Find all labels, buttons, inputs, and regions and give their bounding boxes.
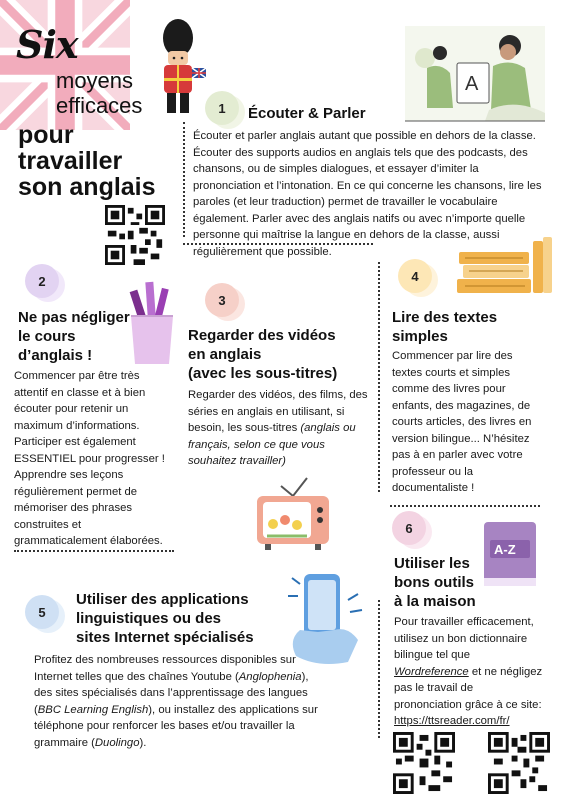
divider-horizontal-3 — [390, 505, 540, 507]
qr-code[interactable] — [105, 205, 165, 265]
conversation-illustration — [405, 18, 553, 128]
section-5-text: Profitez des nombreuses ressources disponibles sur Internet telles que des chaînes Youtube (Anglophenia), des sites spécialisés dans l’apprentissage des langues (BBC Learning English), ou installez des applications sur téléphone pour renforcer les bases et/ou travailler la grammaire (Duolingo). — [34, 654, 318, 749]
section-2-text: Commencer par être très attentif en classe et à bien écouter pour retenir un maximum d’informations. Participer est également ESSENTIEL pour progresser ! Apprendre ses leçons régulièrement permet de mémoriser des phrases construites et grammaticalement élaborées. — [14, 370, 165, 547]
divider-vertical-2 — [378, 262, 380, 492]
tv-illustration — [253, 472, 333, 552]
section-3-heading: Regarder des vidéos en anglais (avec les sous-titres) — [188, 327, 338, 382]
title-line-pour: pour — [18, 121, 74, 149]
card-letter: A — [465, 73, 479, 95]
title-line-son-anglais: son anglais — [18, 173, 156, 201]
section-4-number: 4 — [398, 259, 432, 293]
section-1-number: 1 — [205, 91, 239, 125]
wordreference-link[interactable]: Wordreference — [394, 665, 469, 678]
title-six: Six — [16, 22, 78, 67]
section-6-heading: Utiliser les bons outils à la maison — [394, 555, 476, 610]
qr-code-ttsreader[interactable] — [488, 732, 550, 794]
section-1-heading: Écouter & Parler — [248, 105, 366, 122]
section-6-number: 6 — [392, 511, 426, 545]
title-line-efficaces: efficaces — [56, 93, 143, 118]
qr-code-wordreference[interactable] — [393, 732, 455, 794]
section-1-text: Écouter et parler anglais autant que possible en dehors de la classe. Écouter des supports audios en anglais tels que des podcasts, des chansons, ou de simples dialogues, et essayer d’imiter la prononciation et l’intonation. En ce qui concerne les chansons, lire les paroles (et leur traduction) permet de travailler le vocabulaire également. Parler avec des anglais natifs ou avec n’importe quelle personne qui maîtrise la langue en dehors de la classe, aussi régulièrement que possible. — [193, 130, 542, 258]
section-5-number: 5 — [25, 595, 59, 629]
title-main — [18, 122, 156, 200]
title-subtitle — [56, 68, 142, 118]
section-6-text: Pour travailler efficacement, utilisez un bon dictionnaire bilingue tel que Wordreference et ne négligez pas le travail de prononciation grâce à ce site: https://ttsreader.com/fr/ — [394, 616, 543, 727]
pens-cup-illustration — [125, 268, 180, 368]
section-2-heading: Ne pas négliger le cours d’anglais ! — [18, 309, 130, 364]
section-5-heading: Utiliser des applications linguistiques ou des sites Internet spécialisés — [76, 591, 254, 646]
section-3-number: 3 — [205, 283, 239, 317]
ttsreader-link[interactable]: https://ttsreader.com/fr/ — [394, 715, 510, 727]
section-3-text: Regarder des vidéos, des films, des séries en anglais en utilisant, si besoin, les sous-titres (anglais ou français, selon ce que vous souhaitez travailler) — [188, 389, 368, 467]
divider-horizontal-1 — [183, 243, 373, 245]
dictionary-label: A-Z — [494, 542, 516, 557]
title-line-moyens: moyens — [56, 68, 134, 93]
section-2-number: 2 — [25, 264, 59, 298]
section-4-heading: Lire des textes simples — [392, 309, 498, 345]
divider-vertical-1 — [183, 122, 185, 237]
divider-horizontal-2 — [14, 550, 174, 552]
dictionary-illustration — [478, 518, 540, 590]
books-illustration — [455, 235, 553, 297]
section-4-text: Commencer par lire des textes courts et simples comme des livres pour enfants, des magazines, de courts articles, des livres en version bilingue... N’hésitez pas à en parler avec votre professeur ou la documentaliste ! — [392, 350, 532, 494]
title-line-travailler: travailler — [18, 147, 123, 175]
divider-vertical-3 — [378, 600, 380, 738]
royal-guard-illustration — [150, 18, 210, 118]
